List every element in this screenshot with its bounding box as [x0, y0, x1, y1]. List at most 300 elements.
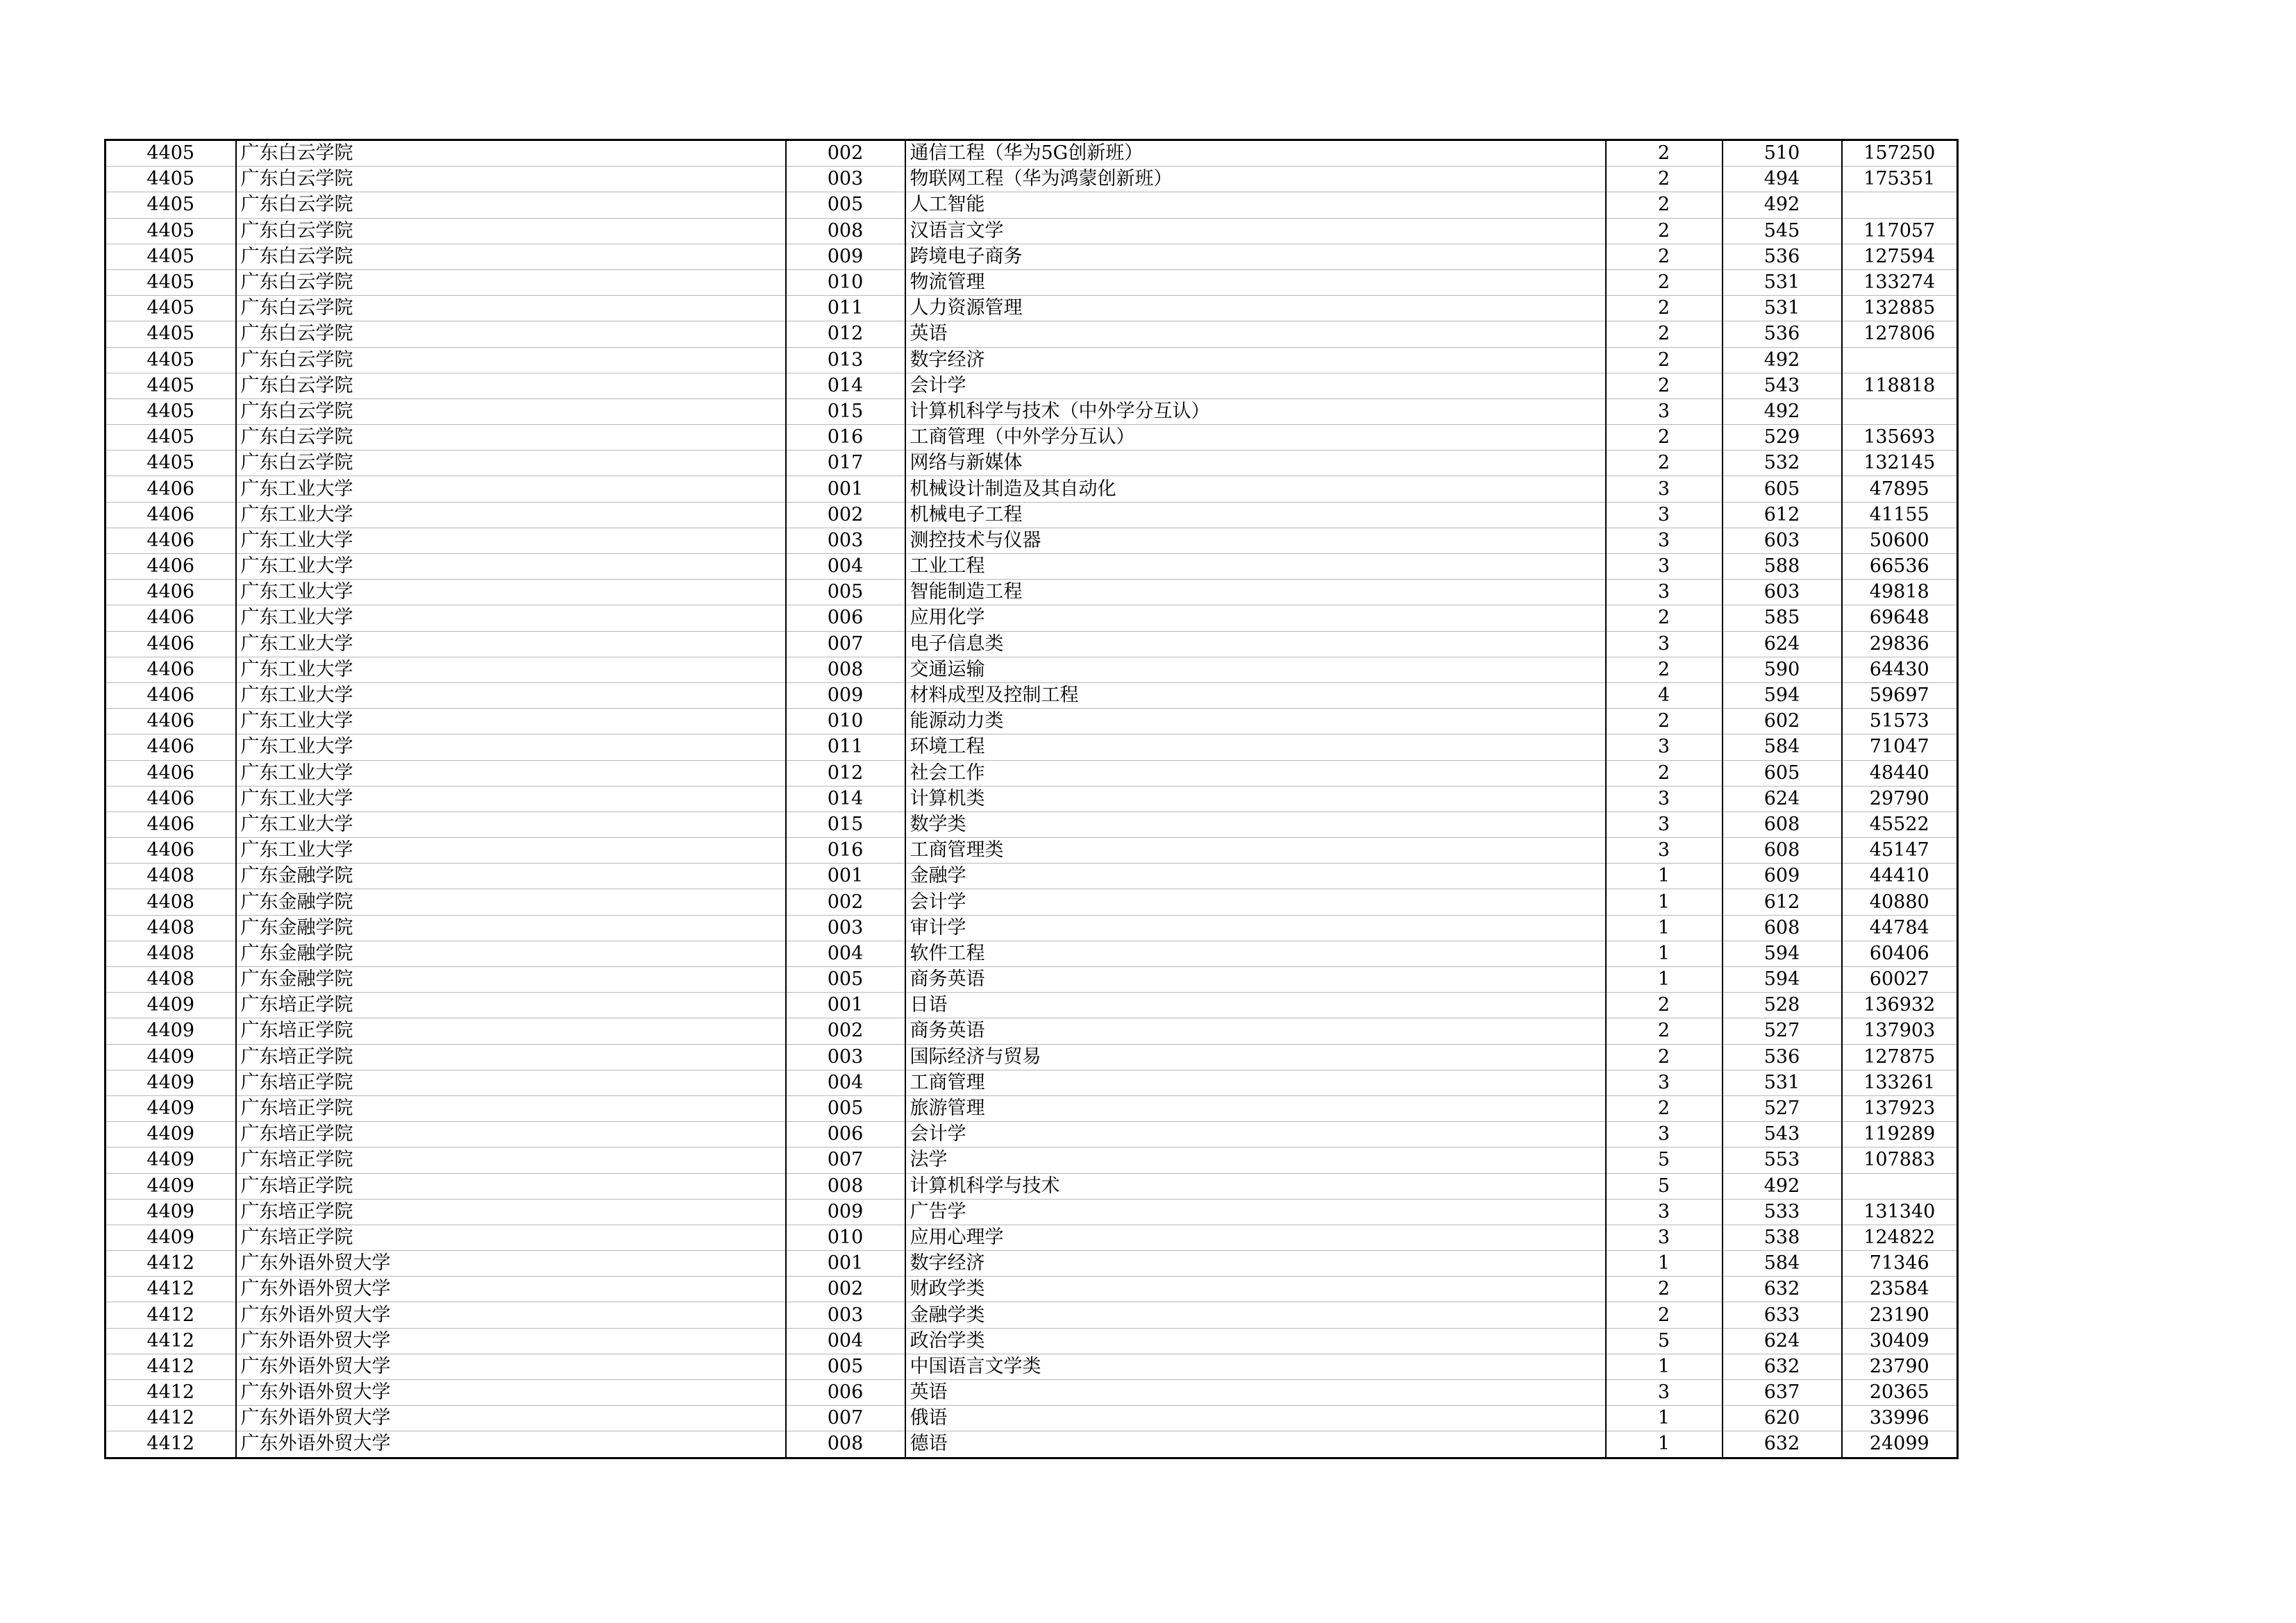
min-rank-cell: 45147: [1842, 838, 1958, 864]
major-code-cell: 011: [786, 734, 905, 760]
major-name-cell: 会计学: [905, 373, 1606, 398]
school-code-cell: 4408: [106, 967, 236, 993]
table-row: [106, 451, 1958, 476]
major-code-cell: 008: [786, 1173, 905, 1199]
major-name-cell: 工商管理类: [905, 838, 1606, 864]
major-code-cell: 012: [786, 760, 905, 786]
min-score-cell: 605: [1723, 476, 1842, 502]
table-row: [106, 1277, 1958, 1302]
plan-count-cell: 3: [1606, 734, 1723, 760]
table-row: [106, 1095, 1958, 1121]
major-name-cell: 日语: [905, 993, 1606, 1018]
major-code-cell: 016: [786, 425, 905, 451]
major-name-cell: 工商管理: [905, 1070, 1606, 1095]
major-name-cell: 德语: [905, 1431, 1606, 1458]
min-rank-cell: 33996: [1842, 1406, 1958, 1431]
school-code-cell: 4405: [106, 140, 236, 167]
plan-count-cell: 2: [1606, 140, 1723, 167]
min-score-cell: 624: [1723, 631, 1842, 657]
major-name-cell: 数字经济: [905, 1251, 1606, 1277]
major-code-cell: 007: [786, 631, 905, 657]
min-rank-cell: 131340: [1842, 1199, 1958, 1225]
table-row: [106, 373, 1958, 398]
plan-count-cell: 2: [1606, 373, 1723, 398]
table-row: [106, 1225, 1958, 1250]
table-row: [106, 218, 1958, 244]
major-name-cell: 交通运输: [905, 657, 1606, 682]
major-name-cell: 金融学: [905, 864, 1606, 889]
major-code-cell: 003: [786, 1044, 905, 1070]
major-code-cell: 009: [786, 244, 905, 269]
table-row: [106, 941, 1958, 966]
major-name-cell: 物流管理: [905, 269, 1606, 295]
table-row: [106, 1018, 1958, 1044]
min-score-cell: 624: [1723, 1328, 1842, 1354]
major-name-cell: 材料成型及控制工程: [905, 682, 1606, 708]
min-score-cell: 528: [1723, 993, 1842, 1018]
plan-count-cell: 2: [1606, 993, 1723, 1018]
plan-count-cell: 2: [1606, 296, 1723, 321]
plan-count-cell: 2: [1606, 1302, 1723, 1328]
min-rank-cell: 137923: [1842, 1095, 1958, 1121]
school-code-cell: 4409: [106, 1147, 236, 1173]
school-code-cell: 4405: [106, 296, 236, 321]
major-code-cell: 016: [786, 838, 905, 864]
school-code-cell: 4406: [106, 709, 236, 734]
plan-count-cell: 2: [1606, 218, 1723, 244]
school-name-cell: 广东白云学院: [236, 192, 786, 218]
school-code-cell: 4408: [106, 941, 236, 966]
school-name-cell: 广东白云学院: [236, 321, 786, 347]
major-code-cell: 001: [786, 864, 905, 889]
school-code-cell: 4412: [106, 1277, 236, 1302]
min-rank-cell: 41155: [1842, 502, 1958, 528]
plan-count-cell: 1: [1606, 967, 1723, 993]
major-name-cell: 会计学: [905, 1122, 1606, 1147]
major-code-cell: 002: [786, 1018, 905, 1044]
plan-count-cell: 3: [1606, 554, 1723, 580]
min-rank-cell: 137903: [1842, 1018, 1958, 1044]
min-score-cell: 633: [1723, 1302, 1842, 1328]
school-name-cell: 广东工业大学: [236, 580, 786, 605]
school-name-cell: 广东培正学院: [236, 1199, 786, 1225]
major-code-cell: 017: [786, 451, 905, 476]
school-code-cell: 4412: [106, 1251, 236, 1277]
major-code-cell: 010: [786, 269, 905, 295]
major-name-cell: 审计学: [905, 915, 1606, 941]
plan-count-cell: 1: [1606, 1406, 1723, 1431]
school-code-cell: 4409: [106, 1173, 236, 1199]
table-row: [106, 734, 1958, 760]
major-code-cell: 001: [786, 1251, 905, 1277]
school-name-cell: 广东白云学院: [236, 167, 786, 192]
school-code-cell: 4405: [106, 347, 236, 373]
min-rank-cell: 51573: [1842, 709, 1958, 734]
school-name-cell: 广东培正学院: [236, 1173, 786, 1199]
school-name-cell: 广东工业大学: [236, 812, 786, 837]
major-name-cell: 旅游管理: [905, 1095, 1606, 1121]
school-code-cell: 4405: [106, 373, 236, 398]
school-name-cell: 广东工业大学: [236, 682, 786, 708]
min-rank-cell: 132885: [1842, 296, 1958, 321]
school-code-cell: 4408: [106, 889, 236, 915]
major-code-cell: 014: [786, 373, 905, 398]
major-name-cell: 跨境电子商务: [905, 244, 1606, 269]
school-code-cell: 4412: [106, 1406, 236, 1431]
major-code-cell: 002: [786, 889, 905, 915]
min-rank-cell: 23584: [1842, 1277, 1958, 1302]
major-name-cell: 应用化学: [905, 605, 1606, 631]
table-row: [106, 554, 1958, 580]
min-rank-cell: 175351: [1842, 167, 1958, 192]
min-score-cell: 585: [1723, 605, 1842, 631]
table-row: [106, 786, 1958, 812]
major-name-cell: 数学类: [905, 812, 1606, 837]
table-row: [106, 838, 1958, 864]
school-code-cell: 4406: [106, 580, 236, 605]
table-row: [106, 1173, 1958, 1199]
school-name-cell: 广东白云学院: [236, 269, 786, 295]
major-code-cell: 003: [786, 167, 905, 192]
plan-count-cell: 3: [1606, 1225, 1723, 1250]
table-row: [106, 321, 1958, 347]
major-code-cell: 002: [786, 502, 905, 528]
major-code-cell: 014: [786, 786, 905, 812]
school-code-cell: 4409: [106, 1199, 236, 1225]
major-code-cell: 010: [786, 709, 905, 734]
table-row: [106, 244, 1958, 269]
min-score-cell: 536: [1723, 1044, 1842, 1070]
major-name-cell: 机械设计制造及其自动化: [905, 476, 1606, 502]
min-score-cell: 531: [1723, 269, 1842, 295]
major-name-cell: 工业工程: [905, 554, 1606, 580]
major-code-cell: 003: [786, 915, 905, 941]
school-code-cell: 4409: [106, 1122, 236, 1147]
school-name-cell: 广东外语外贸大学: [236, 1328, 786, 1354]
school-name-cell: 广东白云学院: [236, 347, 786, 373]
school-name-cell: 广东外语外贸大学: [236, 1277, 786, 1302]
major-name-cell: 中国语言文学类: [905, 1354, 1606, 1379]
major-name-cell: 智能制造工程: [905, 580, 1606, 605]
min-rank-cell: 48440: [1842, 760, 1958, 786]
school-code-cell: 4409: [106, 1044, 236, 1070]
min-rank-cell: 127806: [1842, 321, 1958, 347]
school-code-cell: 4405: [106, 167, 236, 192]
plan-count-cell: 5: [1606, 1328, 1723, 1354]
school-code-cell: 4409: [106, 1018, 236, 1044]
table-row: [106, 425, 1958, 451]
min-rank-cell: 60406: [1842, 941, 1958, 966]
school-code-cell: 4412: [106, 1328, 236, 1354]
min-rank-cell: 59697: [1842, 682, 1958, 708]
table-row: [106, 528, 1958, 553]
school-name-cell: 广东工业大学: [236, 605, 786, 631]
min-rank-cell: 23190: [1842, 1302, 1958, 1328]
major-code-cell: 015: [786, 398, 905, 424]
table-row: [106, 1406, 1958, 1431]
major-code-cell: 003: [786, 528, 905, 553]
min-score-cell: 529: [1723, 425, 1842, 451]
school-code-cell: 4409: [106, 1225, 236, 1250]
major-code-cell: 009: [786, 682, 905, 708]
min-score-cell: 536: [1723, 321, 1842, 347]
min-score-cell: 584: [1723, 734, 1842, 760]
min-rank-cell: [1842, 1173, 1958, 1199]
major-code-cell: 006: [786, 1122, 905, 1147]
table-row: [106, 580, 1958, 605]
school-code-cell: 4405: [106, 244, 236, 269]
school-code-cell: 4406: [106, 812, 236, 837]
school-name-cell: 广东培正学院: [236, 1225, 786, 1250]
major-code-cell: 012: [786, 321, 905, 347]
table-row: [106, 631, 1958, 657]
school-code-cell: 4409: [106, 1095, 236, 1121]
min-score-cell: 494: [1723, 167, 1842, 192]
school-name-cell: 广东外语外贸大学: [236, 1380, 786, 1406]
min-score-cell: 532: [1723, 451, 1842, 476]
school-name-cell: 广东金融学院: [236, 941, 786, 966]
plan-count-cell: 3: [1606, 1199, 1723, 1225]
major-name-cell: 俄语: [905, 1406, 1606, 1431]
min-score-cell: 609: [1723, 864, 1842, 889]
school-code-cell: 4412: [106, 1380, 236, 1406]
major-name-cell: 商务英语: [905, 967, 1606, 993]
min-score-cell: 594: [1723, 967, 1842, 993]
table-row: [106, 1302, 1958, 1328]
major-name-cell: 会计学: [905, 889, 1606, 915]
major-name-cell: 应用心理学: [905, 1225, 1606, 1250]
major-code-cell: 002: [786, 140, 905, 167]
min-score-cell: 492: [1723, 1173, 1842, 1199]
min-rank-cell: 71346: [1842, 1251, 1958, 1277]
table-row: [106, 864, 1958, 889]
major-code-cell: 009: [786, 1199, 905, 1225]
min-score-cell: 632: [1723, 1431, 1842, 1458]
major-code-cell: 004: [786, 1328, 905, 1354]
school-name-cell: 广东培正学院: [236, 993, 786, 1018]
min-rank-cell: 127875: [1842, 1044, 1958, 1070]
school-name-cell: 广东白云学院: [236, 398, 786, 424]
major-name-cell: 英语: [905, 321, 1606, 347]
school-code-cell: 4406: [106, 760, 236, 786]
min-rank-cell: 132145: [1842, 451, 1958, 476]
plan-count-cell: 2: [1606, 192, 1723, 218]
school-name-cell: 广东外语外贸大学: [236, 1431, 786, 1458]
table-row: [106, 1354, 1958, 1379]
min-score-cell: 543: [1723, 373, 1842, 398]
major-name-cell: 政治学类: [905, 1328, 1606, 1354]
school-name-cell: 广东白云学院: [236, 296, 786, 321]
school-name-cell: 广东金融学院: [236, 967, 786, 993]
min-score-cell: 536: [1723, 244, 1842, 269]
plan-count-cell: 2: [1606, 1018, 1723, 1044]
min-score-cell: 603: [1723, 528, 1842, 553]
major-name-cell: 社会工作: [905, 760, 1606, 786]
school-name-cell: 广东外语外贸大学: [236, 1354, 786, 1379]
major-name-cell: 财政学类: [905, 1277, 1606, 1302]
plan-count-cell: 2: [1606, 1277, 1723, 1302]
min-score-cell: 605: [1723, 760, 1842, 786]
plan-count-cell: 4: [1606, 682, 1723, 708]
school-code-cell: 4405: [106, 425, 236, 451]
min-rank-cell: 49818: [1842, 580, 1958, 605]
min-score-cell: 637: [1723, 1380, 1842, 1406]
min-rank-cell: 47895: [1842, 476, 1958, 502]
major-code-cell: 013: [786, 347, 905, 373]
major-code-cell: 010: [786, 1225, 905, 1250]
school-name-cell: 广东培正学院: [236, 1095, 786, 1121]
min-score-cell: 590: [1723, 657, 1842, 682]
table-row: [106, 398, 1958, 424]
school-code-cell: 4405: [106, 192, 236, 218]
school-code-cell: 4412: [106, 1431, 236, 1458]
plan-count-cell: 3: [1606, 476, 1723, 502]
plan-count-cell: 2: [1606, 244, 1723, 269]
plan-count-cell: 3: [1606, 838, 1723, 864]
major-name-cell: 电子信息类: [905, 631, 1606, 657]
min-rank-cell: 124822: [1842, 1225, 1958, 1250]
school-code-cell: 4405: [106, 321, 236, 347]
min-rank-cell: 40880: [1842, 889, 1958, 915]
table-row: [106, 1147, 1958, 1173]
min-score-cell: 538: [1723, 1225, 1842, 1250]
plan-count-cell: 2: [1606, 269, 1723, 295]
admission-score-table: [104, 139, 1959, 1459]
plan-count-cell: 2: [1606, 451, 1723, 476]
major-code-cell: 008: [786, 1431, 905, 1458]
major-code-cell: 002: [786, 1277, 905, 1302]
plan-count-cell: 3: [1606, 1070, 1723, 1095]
major-code-cell: 006: [786, 605, 905, 631]
school-code-cell: 4406: [106, 528, 236, 553]
school-name-cell: 广东白云学院: [236, 451, 786, 476]
school-name-cell: 广东工业大学: [236, 528, 786, 553]
min-rank-cell: 29836: [1842, 631, 1958, 657]
min-score-cell: 492: [1723, 398, 1842, 424]
school-code-cell: 4412: [106, 1302, 236, 1328]
plan-count-cell: 2: [1606, 760, 1723, 786]
min-rank-cell: 133274: [1842, 269, 1958, 295]
min-rank-cell: 71047: [1842, 734, 1958, 760]
major-name-cell: 物联网工程（华为鸿蒙创新班）: [905, 167, 1606, 192]
min-score-cell: 553: [1723, 1147, 1842, 1173]
school-name-cell: 广东外语外贸大学: [236, 1406, 786, 1431]
table-row: [106, 1070, 1958, 1095]
school-name-cell: 广东白云学院: [236, 244, 786, 269]
school-code-cell: 4412: [106, 1354, 236, 1379]
table-row: [106, 993, 1958, 1018]
school-code-cell: 4406: [106, 502, 236, 528]
min-rank-cell: 24099: [1842, 1431, 1958, 1458]
major-code-cell: 005: [786, 1095, 905, 1121]
school-code-cell: 4408: [106, 864, 236, 889]
min-rank-cell: 133261: [1842, 1070, 1958, 1095]
major-code-cell: 006: [786, 1380, 905, 1406]
table-row: [106, 967, 1958, 993]
table-row: [106, 347, 1958, 373]
major-code-cell: 005: [786, 967, 905, 993]
major-name-cell: 网络与新媒体: [905, 451, 1606, 476]
min-rank-cell: 127594: [1842, 244, 1958, 269]
table-row: [106, 1199, 1958, 1225]
plan-count-cell: 1: [1606, 864, 1723, 889]
major-name-cell: 软件工程: [905, 941, 1606, 966]
school-name-cell: 广东工业大学: [236, 760, 786, 786]
plan-count-cell: 2: [1606, 347, 1723, 373]
school-name-cell: 广东工业大学: [236, 476, 786, 502]
table-row: [106, 296, 1958, 321]
plan-count-cell: 3: [1606, 528, 1723, 553]
major-name-cell: 人力资源管理: [905, 296, 1606, 321]
min-rank-cell: 118818: [1842, 373, 1958, 398]
plan-count-cell: 3: [1606, 502, 1723, 528]
min-score-cell: 492: [1723, 192, 1842, 218]
school-code-cell: 4405: [106, 269, 236, 295]
min-score-cell: 603: [1723, 580, 1842, 605]
plan-count-cell: 2: [1606, 1095, 1723, 1121]
min-rank-cell: 135693: [1842, 425, 1958, 451]
table-row: [106, 1044, 1958, 1070]
major-name-cell: 计算机科学与技术（中外学分互认）: [905, 398, 1606, 424]
min-rank-cell: [1842, 347, 1958, 373]
min-rank-cell: 20365: [1842, 1380, 1958, 1406]
min-rank-cell: 50600: [1842, 528, 1958, 553]
table-body: [106, 140, 1958, 1458]
school-code-cell: 4406: [106, 631, 236, 657]
min-score-cell: 545: [1723, 218, 1842, 244]
plan-count-cell: 5: [1606, 1147, 1723, 1173]
major-code-cell: 008: [786, 218, 905, 244]
min-score-cell: 620: [1723, 1406, 1842, 1431]
min-score-cell: 533: [1723, 1199, 1842, 1225]
major-name-cell: 广告学: [905, 1199, 1606, 1225]
min-rank-cell: 117057: [1842, 218, 1958, 244]
school-name-cell: 广东金融学院: [236, 889, 786, 915]
major-name-cell: 法学: [905, 1147, 1606, 1173]
school-name-cell: 广东金融学院: [236, 915, 786, 941]
min-rank-cell: 136932: [1842, 993, 1958, 1018]
min-score-cell: 527: [1723, 1095, 1842, 1121]
plan-count-cell: 3: [1606, 631, 1723, 657]
table-row: [106, 192, 1958, 218]
school-name-cell: 广东金融学院: [236, 864, 786, 889]
plan-count-cell: 3: [1606, 1380, 1723, 1406]
school-name-cell: 广东工业大学: [236, 734, 786, 760]
major-name-cell: 计算机类: [905, 786, 1606, 812]
min-rank-cell: 45522: [1842, 812, 1958, 837]
major-code-cell: 003: [786, 1302, 905, 1328]
major-name-cell: 测控技术与仪器: [905, 528, 1606, 553]
school-code-cell: 4405: [106, 218, 236, 244]
plan-count-cell: 2: [1606, 709, 1723, 734]
plan-count-cell: 1: [1606, 889, 1723, 915]
plan-count-cell: 1: [1606, 941, 1723, 966]
school-name-cell: 广东工业大学: [236, 786, 786, 812]
school-code-cell: 4406: [106, 554, 236, 580]
school-name-cell: 广东外语外贸大学: [236, 1302, 786, 1328]
school-code-cell: 4405: [106, 451, 236, 476]
min-rank-cell: 157250: [1842, 140, 1958, 167]
major-name-cell: 工商管理（中外学分互认）: [905, 425, 1606, 451]
school-code-cell: 4409: [106, 1070, 236, 1095]
major-name-cell: 计算机科学与技术: [905, 1173, 1606, 1199]
min-rank-cell: 69648: [1842, 605, 1958, 631]
plan-count-cell: 3: [1606, 398, 1723, 424]
major-name-cell: 环境工程: [905, 734, 1606, 760]
min-score-cell: 594: [1723, 682, 1842, 708]
min-score-cell: 492: [1723, 347, 1842, 373]
table-row: [106, 915, 1958, 941]
